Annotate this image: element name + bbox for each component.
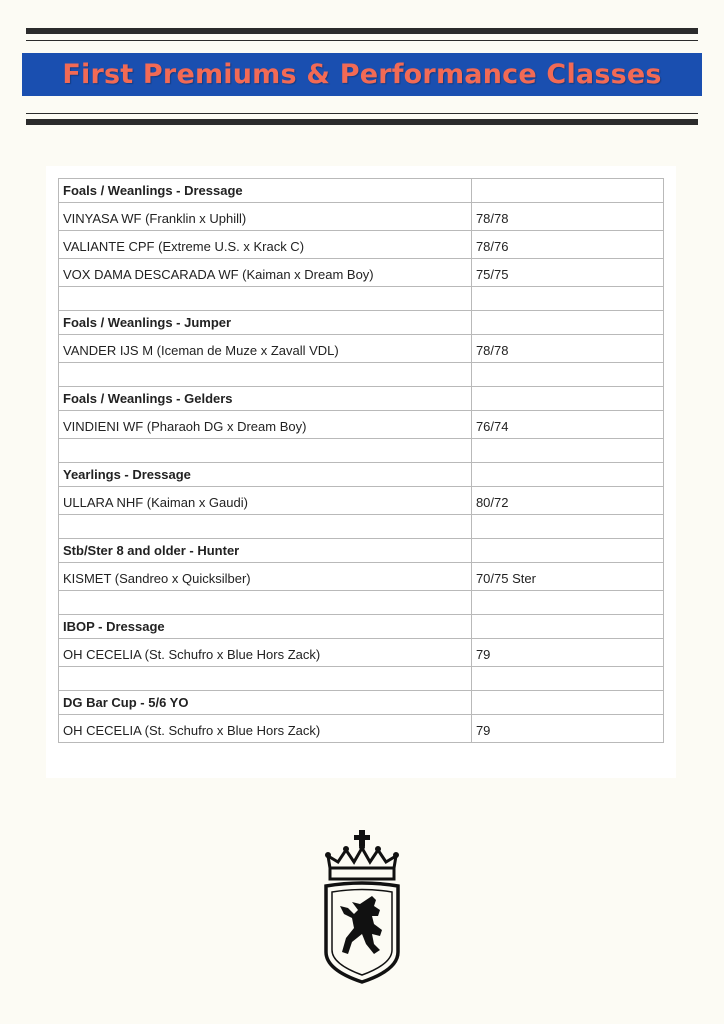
score: 70/75 Ster: [471, 563, 663, 591]
score: 80/72: [471, 487, 663, 515]
entry-row: [59, 411, 664, 439]
score: [471, 179, 663, 203]
score: 79: [471, 639, 663, 667]
spacer-row: [59, 439, 664, 463]
horse-name: VALIANTE CPF (Extreme U.S. x Krack C): [59, 231, 472, 259]
class-heading-row: [59, 691, 664, 715]
score: [471, 311, 663, 335]
class-title: Stb/Ster 8 and older - Hunter: [59, 539, 472, 563]
score: [471, 591, 663, 615]
class-heading-row: [59, 311, 664, 335]
horse-name: [59, 439, 472, 463]
horse-name: [59, 591, 472, 615]
entry-row: [59, 203, 664, 231]
horse-name: [59, 515, 472, 539]
entry-row: [59, 563, 664, 591]
score: [471, 439, 663, 463]
horse-name: ULLARA NHF (Kaiman x Gaudi): [59, 487, 472, 515]
class-heading-row: [59, 539, 664, 563]
score: 76/74: [471, 411, 663, 439]
horse-name: VOX DAMA DESCARADA WF (Kaiman x Dream Boy): [59, 259, 472, 287]
horse-name: [59, 287, 472, 311]
page-title: First Premiums & Performance Classes: [62, 59, 662, 90]
entry-row: [59, 335, 664, 363]
bottom-rule-thick: [26, 119, 698, 125]
score: [471, 691, 663, 715]
top-rule-thin: [26, 40, 698, 41]
entry-row: [59, 231, 664, 259]
results-table: [58, 178, 664, 743]
spacer-row: [59, 363, 664, 387]
score: 75/75: [471, 259, 663, 287]
score: [471, 515, 663, 539]
score: 78/78: [471, 203, 663, 231]
bottom-rule-thin: [26, 113, 698, 114]
class-title: IBOP - Dressage: [59, 615, 472, 639]
spacer-row: [59, 287, 664, 311]
spacer-row: [59, 591, 664, 615]
horse-name: VANDER IJS M (Iceman de Muze x Zavall VDL): [59, 335, 472, 363]
score: [471, 363, 663, 387]
horse-name: OH CECELIA (St. Schufro x Blue Hors Zack): [59, 639, 472, 667]
class-title: DG Bar Cup - 5/6 YO: [59, 691, 472, 715]
spacer-row: [59, 667, 664, 691]
score: [471, 667, 663, 691]
entry-row: [59, 259, 664, 287]
class-heading-row: [59, 387, 664, 411]
horse-name: OH CECELIA (St. Schufro x Blue Hors Zack): [59, 715, 472, 743]
title-banner: [22, 53, 702, 96]
score: [471, 387, 663, 411]
score: 78/76: [471, 231, 663, 259]
score: 78/78: [471, 335, 663, 363]
score: [471, 463, 663, 487]
spacer-row: [59, 515, 664, 539]
class-heading-row: [59, 463, 664, 487]
horse-name: KISMET (Sandreo x Quicksilber): [59, 563, 472, 591]
entry-row: [59, 639, 664, 667]
horse-name: [59, 667, 472, 691]
crown-lion-shield-icon: [322, 830, 402, 986]
score: [471, 615, 663, 639]
class-title: Foals / Weanlings - Jumper: [59, 311, 472, 335]
horse-name: [59, 363, 472, 387]
class-title: Foals / Weanlings - Dressage: [59, 179, 472, 203]
score: 79: [471, 715, 663, 743]
entry-row: [59, 487, 664, 515]
horse-name: VINDIENI WF (Pharaoh DG x Dream Boy): [59, 411, 472, 439]
class-heading-row: [59, 179, 664, 203]
score: [471, 539, 663, 563]
class-heading-row: [59, 615, 664, 639]
class-title: Yearlings - Dressage: [59, 463, 472, 487]
horse-name: VINYASA WF (Franklin x Uphill): [59, 203, 472, 231]
class-title: Foals / Weanlings - Gelders: [59, 387, 472, 411]
top-rule-thick: [26, 28, 698, 34]
entry-row: [59, 715, 664, 743]
score: [471, 287, 663, 311]
